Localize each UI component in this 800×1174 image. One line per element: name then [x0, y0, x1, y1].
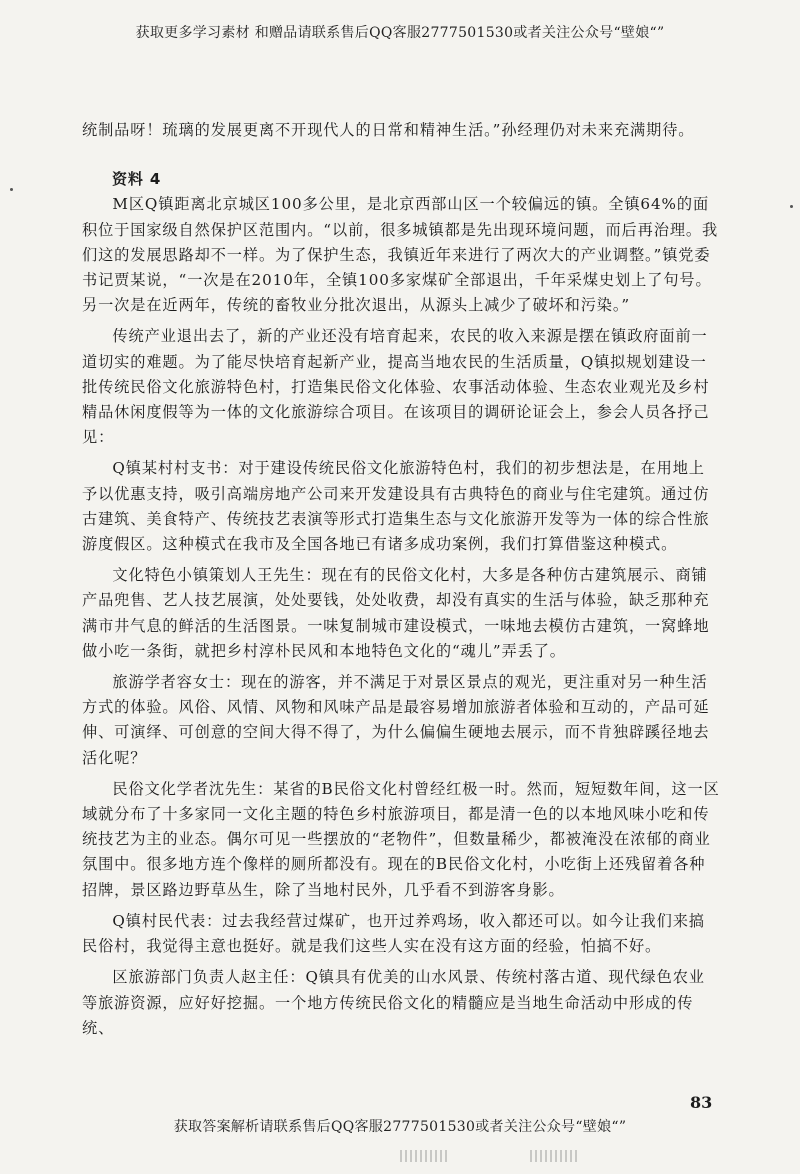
page-footer: 获取答案解析请联系售后QQ客服2777501530或者关注公众号“壁娘“”: [173, 1119, 627, 1135]
paragraph: 旅游学者容女士：现在的游客，并不满足于对景区景点的观光，更注重对另一种生活方式的体验。风俗、风情、风物和风味产品是最容易增加旅游者体验和互动的，产品可延伸、可演绎、可创意的空间大得不得了，为什么偏偏生硬地去展示，而不肯独辟蹊径地去活化呢？: [82, 673, 710, 767]
paragraph: 区旅游部门负责人赵主任：Q镇具有优美的山水风景、传统村落古道、现代绿色农业等旅游资源，应好好挖掘。一个地方传统民俗文化的精髓应是当地生命活动中形成的传统、: [82, 968, 705, 1037]
paragraph: 传统产业退出去了，新的产业还没有培育起来，农民的收入来源是摆在镇政府面前一道切实的难题。为了能尽快培育起新产业，提高当地农民的生活质量，Q镇拟规划建设一批传统民俗文化旅游特色村，打造集民俗文化体验、农事活动体验、生态农业观光及乡村精品休闲度假等为一体的文化旅游综合项目。在该项目的调研论证会上，参会人员各抒己见：: [82, 327, 710, 447]
scan-speck: [10, 188, 13, 191]
document-body: [82, 118, 720, 1041]
scan-noise: [400, 1150, 450, 1162]
paragraph-continuation: 统制品呀！琉璃的发展更离不开现代人的日常和精神生活。”孙经理仍对未来充满期待。: [82, 121, 695, 139]
section-title: 资料 4: [112, 170, 162, 189]
page-header: 获取更多学习素材 和赠品请联系售后QQ客服2777501530或者关注公众号“壁娘“”: [135, 25, 665, 41]
page-number: 83: [690, 1093, 713, 1112]
paragraph: Q镇某村村支书：对于建设传统民俗文化旅游特色村，我们的初步想法是，在用地上予以优惠支持，吸引高端房地产公司来开发建设具有古典特色的商业与住宅建筑。通过仿古建筑、美食特产、传统技艺表演等形式打造集生态与文化旅游开发等为一体的综合性旅游度假区。这种模式在我市及全国各地已有诸多成功案例，我们打算借鉴这种模式。: [82, 459, 710, 554]
paragraph: M区Q镇距离北京城区100多公里，是北京西部山区一个较偏远的镇。全镇64%的面积位于国家级自然保护区范围内。“以前，很多城镇都是先出现环境问题，而后再治理。我们这的发展思路却不一样。为了保护生态，我镇近年来进行了两次大的产业调整。”镇党委书记贾某说，“一次是在2010年，全镇100多家煤矿全部退出，千年采煤史划上了句号。另一次是在近两年，传统的畜牧业分批次退出，从源头上减少了破坏和污染。”: [82, 195, 719, 315]
paragraph: 文化特色小镇策划人王先生：现在有的民俗文化村，大多是各种仿古建筑展示、商铺产品兜售、艺人技艺展演，处处要钱，处处收费，却没有真实的生活与体验，缺乏那种充满市井气息的鲜活的生活图景。一味复制城市建设模式，一味地去模仿古建筑，一窝蜂地做小吃一条街，就把乡村淳朴民风和本地特色文化的“魂儿”弄丢了。: [82, 566, 710, 660]
scan-noise: [530, 1150, 580, 1162]
scan-speck: [790, 205, 793, 208]
paragraph: 民俗文化学者沈先生：某省的B民俗文化村曾经红极一时。然而，短短数年间，这一区域就分布了十多家同一文化主题的特色乡村旅游项目，都是清一色的以本地风味小吃和传统技艺为主的业态。偶尔可见一些摆放的“老物件”，但数量稀少，都被淹没在浓郁的商业氛围中。很多地方连个像样的厕所都没有。现在的B民俗文化村，小吃街上还残留着各种招牌，景区路边野草丛生，除了当地村民外，几乎看不到游客身影。: [82, 779, 720, 899]
paragraph: Q镇村民代表：过去我经营过煤矿，也开过养鸡场，收入都还可以。如今让我们来搞民俗村，我觉得主意也挺好。就是我们这些人实在没有这方面的经验，怕搞不好。: [82, 911, 705, 956]
